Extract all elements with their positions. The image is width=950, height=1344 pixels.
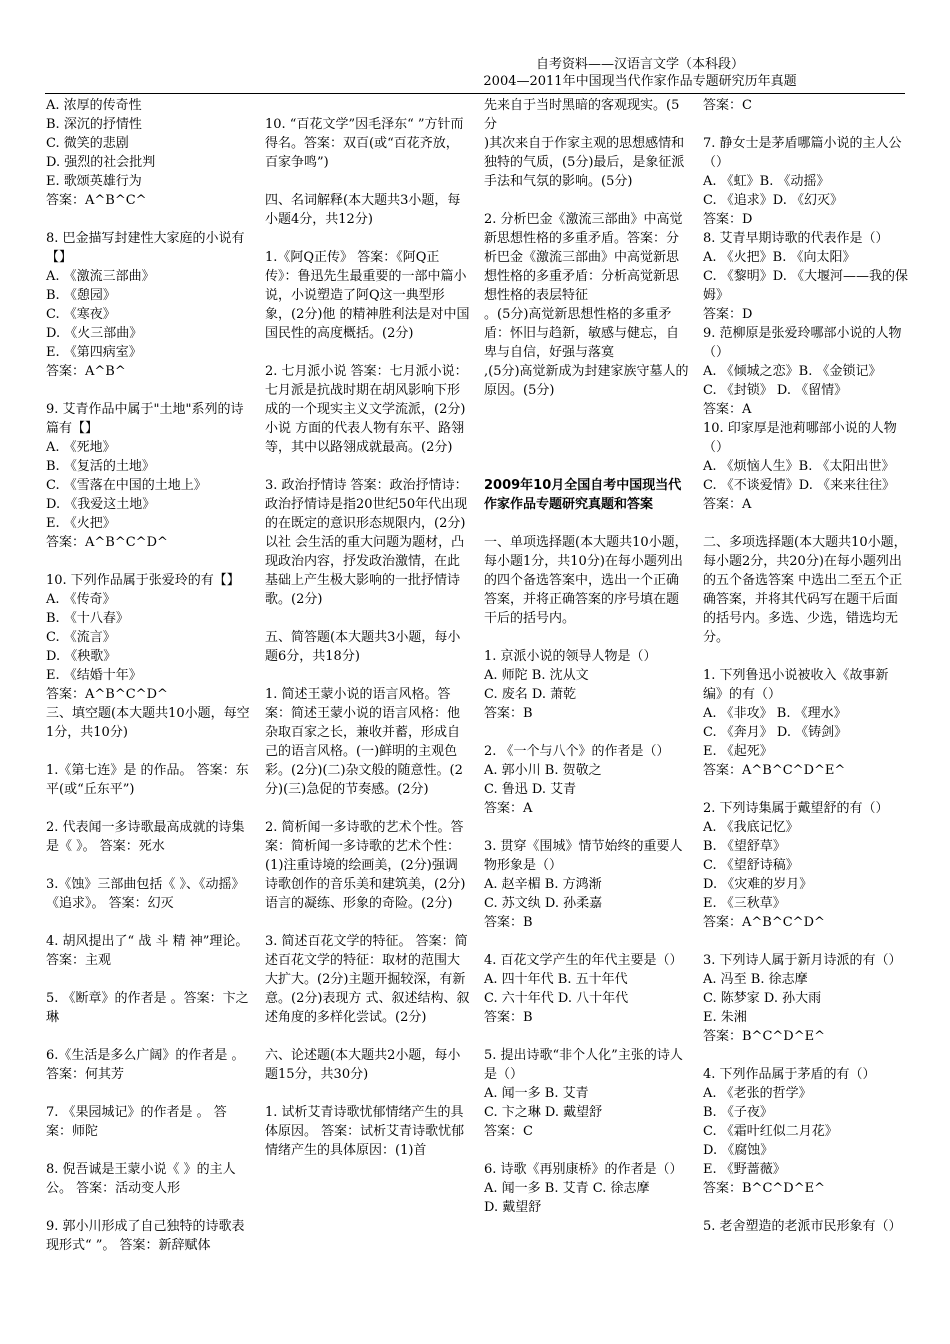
paragraph-gap [484, 419, 689, 438]
text-line: 答案：A^B^C^D^E^ [703, 763, 846, 778]
text-line: 2. 简析闻一多诗歌的艺术个性。答案：简析闻一多诗歌的艺术个性：(1)注重诗境的绘画美，(2分)强调诗歌创作的音乐美和建筑美，(2分)语言的凝练、形象的奇险。(2分) [265, 820, 466, 911]
text-line: C. 陈梦家 D. 孙大雨 [703, 991, 822, 1006]
text-line: D. 戴望舒 [484, 1200, 542, 1215]
text-line: B. 《憩园》 [46, 288, 116, 303]
text-line: A. 《倾城之恋》B. 《金锁记》 [703, 364, 882, 379]
paragraph-gap [46, 970, 251, 989]
text-line: A. 四十年代 B. 五十年代 [484, 972, 628, 987]
text-line: 答案：C [703, 98, 752, 113]
text-line: 答案：B [484, 1010, 533, 1025]
text-line: 二、多项选择题(本大题共10小题，每小题2分，共20分)在每小题列出的五个备选答案 中选出二至五个正确答案，并将其代码写在题干后面的括号内。多选、少选，错选均无分。 [703, 535, 907, 645]
paragraph-gap [265, 666, 470, 685]
text-line: 1.《阿Q正传》 答案：《阿Q正传》：鲁迅先生最重要的一部中篇小说，小说塑造了阿Q这一典型形象，(2分)他 的精神胜利法是对中国国民性的高度概括。(2分) [265, 250, 470, 341]
text-line: 答案：D [703, 212, 753, 227]
text-line: 答案：B [484, 706, 533, 721]
paragraph-gap [703, 780, 908, 799]
paragraph-gap [46, 210, 251, 229]
text-line: 3. 政治抒情诗 答案：政治抒情诗：政治抒情诗是指20世纪50年代出现的在既定的意识形态规限内，(2分)以社 会生活的重大问题为题材，凸现政治内容，抒发政治激情，在此基础上产生极大影响的一批抒情诗 歌。(2分) [265, 478, 468, 607]
text-line: 答案：B [484, 915, 533, 930]
text-line: 3.《蚀》三部曲包括《 》、《动摇》《追求》。 答案：幻灭 [46, 877, 245, 911]
text-line: 1.《第七连》是 的作品。 答案：东平(或“丘东平”) [46, 763, 249, 797]
paragraph-gap [484, 818, 689, 837]
text-line: A. 《我底记忆》 [703, 820, 799, 835]
text-line: 6.《生活是多么广阔》的作者是 。答案：何其芳 [46, 1048, 245, 1082]
text-line: A. 冯至 B. 徐志摩 [703, 972, 808, 987]
paragraph-gap [484, 932, 689, 951]
text-line: 答案：A^B^C^D^ [46, 687, 168, 702]
paragraph-gap [46, 1084, 251, 1103]
paragraph-gap [265, 913, 470, 932]
text-line: 答案：C [484, 1124, 533, 1139]
paragraph-gap [484, 628, 689, 647]
text-line: B. 深沉的抒情性 [46, 117, 142, 132]
text-line: A. 郭小川 B. 贺敬之 [484, 763, 602, 778]
text-line: 7. 静女士是茅盾哪篇小说的主人公（） [703, 136, 902, 170]
paragraph-gap [703, 1046, 908, 1065]
text-line: C. 《流言》 [46, 630, 116, 645]
text-line: C. 卞之琳 D. 戴望舒 [484, 1105, 603, 1120]
paragraph-gap [46, 1141, 251, 1160]
text-line: 先来自于当时黑暗的客观现实。(5分 [484, 98, 680, 132]
text-line: B. 《子夜》 [703, 1105, 773, 1120]
paragraph-gap [46, 856, 251, 875]
text-line: C. 废名 D. 萧乾 [484, 687, 577, 702]
text-line: 答案：A^B^C^D^ [703, 915, 825, 930]
text-line: 4. 百花文学产生的年代主要是（） [484, 953, 683, 968]
text-line: A. 《死地》 [46, 440, 116, 455]
header-line-2: 2004—2011年中国现当代作家作品专题研究历年真题 [483, 74, 797, 89]
paragraph-gap [484, 400, 689, 419]
text-line: D. 《腐蚀》 [703, 1143, 774, 1158]
text-line: 四、名词解释(本大题共3小题，每小题4分，共12分) [265, 193, 461, 227]
text-line: C. 《封锁》 D. 《留情》 [703, 383, 848, 398]
paragraph-gap [46, 913, 251, 932]
text-line: B. 《望舒草》 [703, 839, 786, 854]
text-line: A. 《虹》B. 《动摇》 [703, 174, 830, 189]
column-2 [265, 96, 470, 1160]
paragraph-gap [484, 1027, 689, 1046]
text-line: 4. 胡风提出了“ 战 斗 精 神”理论。 答案：主观 [46, 934, 249, 968]
paragraph-gap [46, 552, 251, 571]
text-line: 3. 简述百花文学的特征。 答案：简述百花文学的特征：取材的范围大大扩大。(2分)主题开掘较深，有新意。(2分)表现方 式、叙述结构、叙述角度的多样化尝试。(2分) [265, 934, 470, 1025]
text-line: 答案：A [703, 402, 752, 417]
text-line: E. 《结婚十年》 [46, 668, 142, 683]
text-line: A. 师陀 B. 沈从文 [484, 668, 589, 683]
paragraph-gap [46, 742, 251, 761]
text-line: D. 《火三部曲》 [46, 326, 143, 341]
text-line: 答案：A^B^ [46, 364, 126, 379]
text-line: 9. 范柳原是张爱玲哪部小说的人物（） [703, 326, 902, 360]
text-line: A. 《烦恼人生》B. 《太阳出世》 [703, 459, 895, 474]
text-line: 三、填空题(本大题共10小题，每空1分，共10分) [46, 706, 250, 740]
text-line: 答案：A^B^C^D^ [46, 535, 168, 550]
text-line: 2. 七月派小说 答案：七月派小说：七月派是抗战时期在胡风影响下形成的一个现实主义文学流派，(2分)小说 方面的代表人物有东平、路翎等，其中以路翎成就最高。(2分) [265, 364, 468, 455]
paragraph-gap [265, 1027, 470, 1046]
text-line: A. 《传奇》 [46, 592, 116, 607]
text-line: 10. 下列作品属于张爱玲的有【】 [46, 573, 240, 588]
text-line: 7. 《果园城记》的作者是 。 答案：师陀 [46, 1105, 227, 1139]
text-line: E. 《野蔷薇》 [703, 1162, 786, 1177]
text-line: C. 《追求》D. 《幻灭》 [703, 193, 843, 208]
text-line: 五、简答题(本大题共3小题，每小题6分，共18分) [265, 630, 461, 664]
paragraph-gap [703, 1198, 908, 1217]
text-line: D. 《我爱这土地》 [46, 497, 156, 512]
paragraph-gap [484, 438, 689, 457]
paragraph-gap [265, 1084, 470, 1103]
text-line: 5. 提出诗歌“非个人化”主张的诗人是（） [484, 1048, 683, 1082]
text-line: C. 六十年代 D. 八十年代 [484, 991, 629, 1006]
text-line: 答案：B^C^D^E^ [703, 1181, 825, 1196]
text-line: E. 《火把》 [46, 516, 116, 531]
column-3 [484, 96, 689, 1217]
header-line-1: 自考资料——汉语言文学（本科段） [535, 57, 744, 72]
paragraph-gap [265, 457, 470, 476]
text-line: 一、单项选择题(本大题共10小题，每小题1分，共10分)在每小题列出的四个备选答案中，选出一个正确答案，并将正确答案的序号填在题干后的括号内。 [484, 535, 688, 626]
text-line: 答案：A [484, 801, 533, 816]
paragraph-gap [265, 96, 470, 115]
text-line: E. 《第四病室》 [46, 345, 142, 360]
text-line: 2. 下列诗集属于戴望舒的有（） [703, 801, 889, 816]
text-line: A. 《非攻》 B. 《理水》 [703, 706, 847, 721]
text-line: 答案：B^C^D^E^ [703, 1029, 825, 1044]
text-line: A. 闻一多 B. 艾青 C. 徐志摩 [484, 1181, 650, 1196]
text-line: 9. 郭小川形成了自己独特的诗歌表现形式“ ”。 答案：新辞赋体 [46, 1219, 245, 1253]
text-line: A. 《老张的哲学》 [703, 1086, 812, 1101]
text-line: A. 闻一多 B. 艾青 [484, 1086, 589, 1101]
text-line: E. 《三秋草》 [703, 896, 786, 911]
paragraph-gap [46, 381, 251, 400]
paragraph-gap [265, 172, 470, 191]
text-line: 1. 试析艾青诗歌忧郁情绪产生的具体原因。 答案：试析艾青诗歌忧郁情绪产生的具体原因：(1)首 [265, 1105, 465, 1158]
text-line: 。(5分)高觉新思想性格的多重矛盾：怀旧与趋新，敏感与健忘，自卑与自信，好强与落寞 [484, 307, 680, 360]
text-line: 1. 简述王蒙小说的语言风格。答案：简述王蒙小说的语言风格：他杂取百家之长，兼收并蓄，形成自己的语言风格。(一)鲜明的主观色彩。(2分)(二)杂文般的随意性。(2分)(三)急促的节奏感。(2分) [265, 687, 463, 797]
text-line: 9. 艾青作品中属于"土地"系列的诗篇有【】 [46, 402, 244, 436]
text-line: B. 《复活的土地》 [46, 459, 155, 474]
text-line: 2009年10月全国自考中国现当代作家作品专题研究真题和答案 [484, 478, 682, 512]
text-line: D. 《秧歌》 [46, 649, 117, 664]
paragraph-gap [484, 1141, 689, 1160]
paragraph-gap [265, 609, 470, 628]
page-header [440, 56, 840, 90]
paragraph-gap [265, 343, 470, 362]
text-line: A. 《激流三部曲》 [46, 269, 155, 284]
paragraph-gap [265, 229, 470, 248]
paragraph-gap [703, 115, 908, 134]
paragraph-gap [484, 457, 689, 476]
text-line: )其次来自于作家主观的思想感情和独特的气质，(5分)最后，是象征派手法和气氛的影响。(5分) [484, 136, 685, 189]
text-line: A. 浓厚的传奇性 [46, 98, 142, 113]
text-line: 2. 《一个与八个》的作者是（） [484, 744, 670, 759]
paragraph-gap [484, 191, 689, 210]
text-line: 2. 代表闻一多诗歌最高成就的诗集是《 》。 答案：死水 [46, 820, 245, 854]
text-line: D. 强烈的社会批判 [46, 155, 156, 170]
column-1 [46, 96, 251, 1255]
text-line: A. 《火把》B. 《向太阳》 [703, 250, 856, 265]
paragraph-gap [703, 514, 908, 533]
text-line: C. 鲁迅 D. 艾青 [484, 782, 577, 797]
paragraph-gap [46, 1027, 251, 1046]
column-4 [703, 96, 908, 1236]
text-line: 8. 艾青早期诗歌的代表作是（） [703, 231, 889, 246]
text-line: C. 《不谈爱情》D. 《来来往往》 [703, 478, 895, 493]
paragraph-gap [703, 647, 908, 666]
text-line: 6. 诗歌《再别康桥》的作者是（） [484, 1162, 683, 1177]
paragraph-gap [46, 1198, 251, 1217]
text-line: E. 朱湘 [703, 1010, 747, 1025]
text-line: 六、论述题(本大题共2小题，每小题15分，共30分) [265, 1048, 461, 1082]
text-line: 8. 倪吾诚是王蒙小说《 》的主人公。 答案：活动变人形 [46, 1162, 236, 1196]
text-line: 答案：A [703, 497, 752, 512]
text-line: B. 《十八春》 [46, 611, 129, 626]
paragraph-gap [265, 799, 470, 818]
text-line: 5. 《断章》的作者是 。答案：卞之琳 [46, 991, 249, 1025]
text-line: 答案：A^B^C^ [46, 193, 147, 208]
paragraph-gap [484, 514, 689, 533]
text-line: 4. 下列作品属于茅盾的有（） [703, 1067, 876, 1082]
text-line: C. 《寒夜》 [46, 307, 116, 322]
text-line: C. 《霜叶红似二月花》 [703, 1124, 838, 1139]
text-line: ,(5分)高觉新成为封建家族守墓人的原因。(5分) [484, 364, 689, 398]
text-line: 3. 贯穿《围城》情节始终的重要人物形象是（） [484, 839, 683, 873]
text-line: C. 《奔月》 D. 《铸剑》 [703, 725, 848, 740]
text-line: 2. 分析巴金《激流三部曲》中高觉新思想性格的多重矛盾。答案：分析巴金《激流三部曲》中高觉新思想性格的多重矛盾：分析高觉新思想性格的表层特征 [484, 212, 683, 303]
text-line: C. 苏文纨 D. 孙柔嘉 [484, 896, 603, 911]
text-line: 5. 老舍塑造的老派市民形象有（） [703, 1219, 902, 1234]
text-line: C. 《望舒诗稿》 [703, 858, 799, 873]
text-line: 1. 京派小说的领导人物是（） [484, 649, 657, 664]
text-line: C. 微笑的悲剧 [46, 136, 129, 151]
paragraph-gap [703, 932, 908, 951]
text-line: 8. 巴金描写封建性大家庭的小说有【】 [46, 231, 245, 265]
text-line: C. 《黎明》D. 《大堰河——我的保姆》 [703, 269, 908, 303]
text-line: D. 《灾难的岁月》 [703, 877, 813, 892]
text-line: 答案：D [703, 307, 753, 322]
text-line: 3. 下列诗人属于新月诗派的有（） [703, 953, 902, 968]
text-line: 1. 下列鲁迅小说被收入《故事新编》的有（） [703, 668, 889, 702]
paragraph-gap [46, 799, 251, 818]
text-line: C. 《雪落在中国的土地上》 [46, 478, 207, 493]
text-line: 10. 印家厚是池莉哪部小说的人物（） [703, 421, 897, 455]
paragraph-gap [484, 723, 689, 742]
text-line: 10. “百花文学”因毛泽东“ ”方针而得名。答案：双百(或“百花齐放，百家争鸣”) [265, 117, 464, 170]
text-line: E. 歌颂英雄行为 [46, 174, 142, 189]
text-line: E. 《起死》 [703, 744, 773, 759]
text-line: A. 赵辛楣 B. 方鸿渐 [484, 877, 602, 892]
header-rule [45, 93, 905, 94]
